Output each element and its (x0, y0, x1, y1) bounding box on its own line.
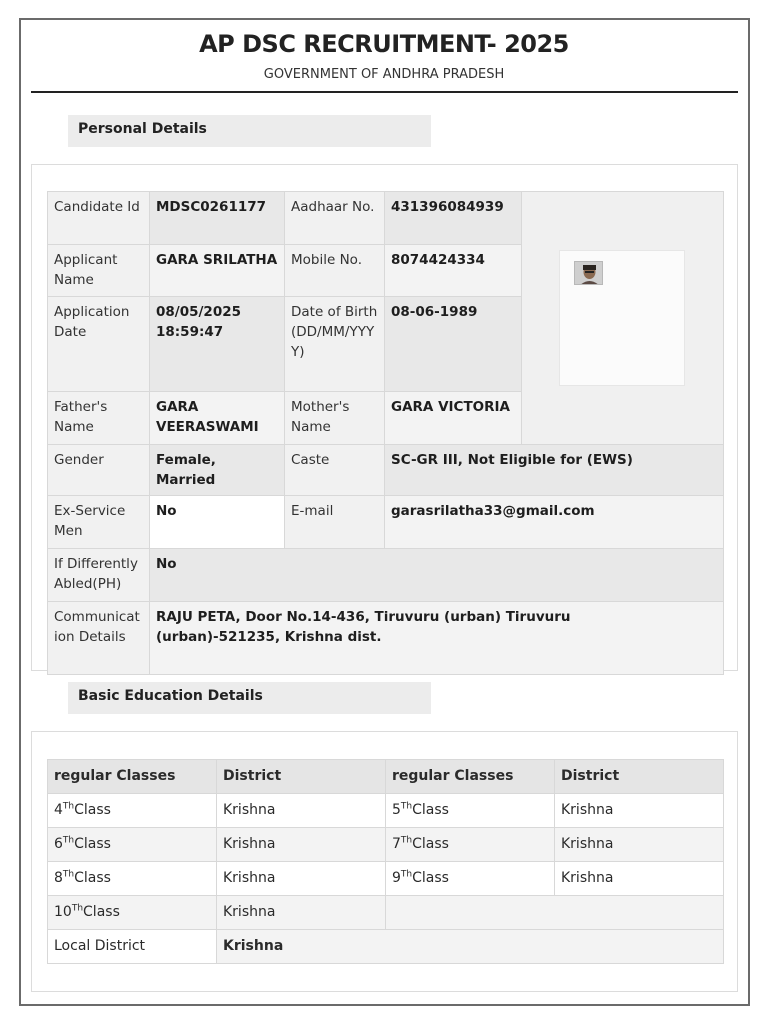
empty-cell (386, 896, 724, 930)
aadhaar-label: Aadhaar No. (285, 192, 385, 245)
personal-details-heading: Personal Details (68, 115, 431, 147)
class-cell: 8ThClass (48, 862, 217, 896)
class-cell: 4ThClass (48, 794, 217, 828)
email-label: E-mail (285, 496, 385, 549)
district-cell: Krishna (555, 794, 724, 828)
mother-name-value: GARA VICTORIA (385, 392, 522, 445)
applicant-name-value: GARA SRILATHA (150, 245, 285, 297)
local-district-value: Krishna (217, 930, 724, 964)
ex-service-label: Ex-Service Men (48, 496, 150, 549)
table-row (48, 896, 724, 930)
ex-service-value: No (150, 496, 285, 549)
page-title: AP DSC RECRUITMENT- 2025 (199, 30, 569, 58)
district-cell: Krishna (217, 862, 386, 896)
local-district-label: Local District (48, 930, 217, 964)
dob-value: 08-06-1989 (385, 297, 522, 392)
table-row (48, 192, 724, 245)
class-cell: 10ThClass (48, 896, 217, 930)
table-row (48, 602, 724, 675)
table-row (48, 496, 724, 549)
caste-value: SC-GR III, Not Eligible for (EWS) (385, 445, 724, 496)
personal-details-table (47, 191, 724, 675)
page-subtitle: GOVERNMENT OF ANDHRA PRADESH (263, 67, 505, 82)
application-date-value: 08/05/2025 18:59:47 (150, 297, 285, 392)
father-name-label: Father's Name (48, 392, 150, 445)
differently-abled-label: If Differently Abled(PH) (48, 549, 150, 602)
gender-label: Gender (48, 445, 150, 496)
differently-abled-value: No (150, 549, 724, 602)
district-cell: Krishna (217, 896, 386, 930)
table-row (48, 549, 724, 602)
caste-label: Caste (285, 445, 385, 496)
father-name-value: GARA VEERASWAMI (150, 392, 285, 445)
candidate-id-value: MDSC0261177 (150, 192, 285, 245)
applicant-name-label: Applicant Name (48, 245, 150, 297)
mobile-label: Mobile No. (285, 245, 385, 297)
table-row (48, 862, 724, 896)
class-cell: 7ThClass (386, 828, 555, 862)
table-row (48, 794, 724, 828)
education-details-table (47, 759, 724, 964)
communication-label: Communication Details (48, 602, 150, 675)
column-header-classes: regular Classes (386, 760, 555, 794)
district-cell: Krishna (217, 828, 386, 862)
email-value: garasrilatha33@gmail.com (385, 496, 724, 549)
photo-cell (522, 192, 724, 445)
class-cell: 9ThClass (386, 862, 555, 896)
table-row (48, 445, 724, 496)
mobile-value: 8074424334 (385, 245, 522, 297)
class-cell: 5ThClass (386, 794, 555, 828)
candidate-id-label: Candidate Id (48, 192, 150, 245)
aadhaar-value: 431396084939 (385, 192, 522, 245)
district-cell: Krishna (555, 828, 724, 862)
table-header-row (48, 760, 724, 794)
column-header-district: District (555, 760, 724, 794)
title-divider (31, 91, 738, 93)
table-row (48, 828, 724, 862)
communication-value: RAJU PETA, Door No.14-436, Tiruvuru (urban) Tiruvuru (urban)-521235, Krishna dist. (150, 602, 724, 675)
education-details-heading: Basic Education Details (68, 682, 431, 714)
gender-value: Female, Married (150, 445, 285, 496)
candidate-photo (574, 261, 603, 285)
column-header-classes: regular Classes (48, 760, 217, 794)
class-cell: 6ThClass (48, 828, 217, 862)
dob-label: Date of Birth (DD/MM/YYYY) (285, 297, 385, 392)
table-row (48, 930, 724, 964)
mother-name-label: Mother's Name (285, 392, 385, 445)
district-cell: Krishna (555, 862, 724, 896)
column-header-district: District (217, 760, 386, 794)
candidate-photo-frame (559, 250, 685, 386)
district-cell: Krishna (217, 794, 386, 828)
application-date-label: Application Date (48, 297, 150, 392)
